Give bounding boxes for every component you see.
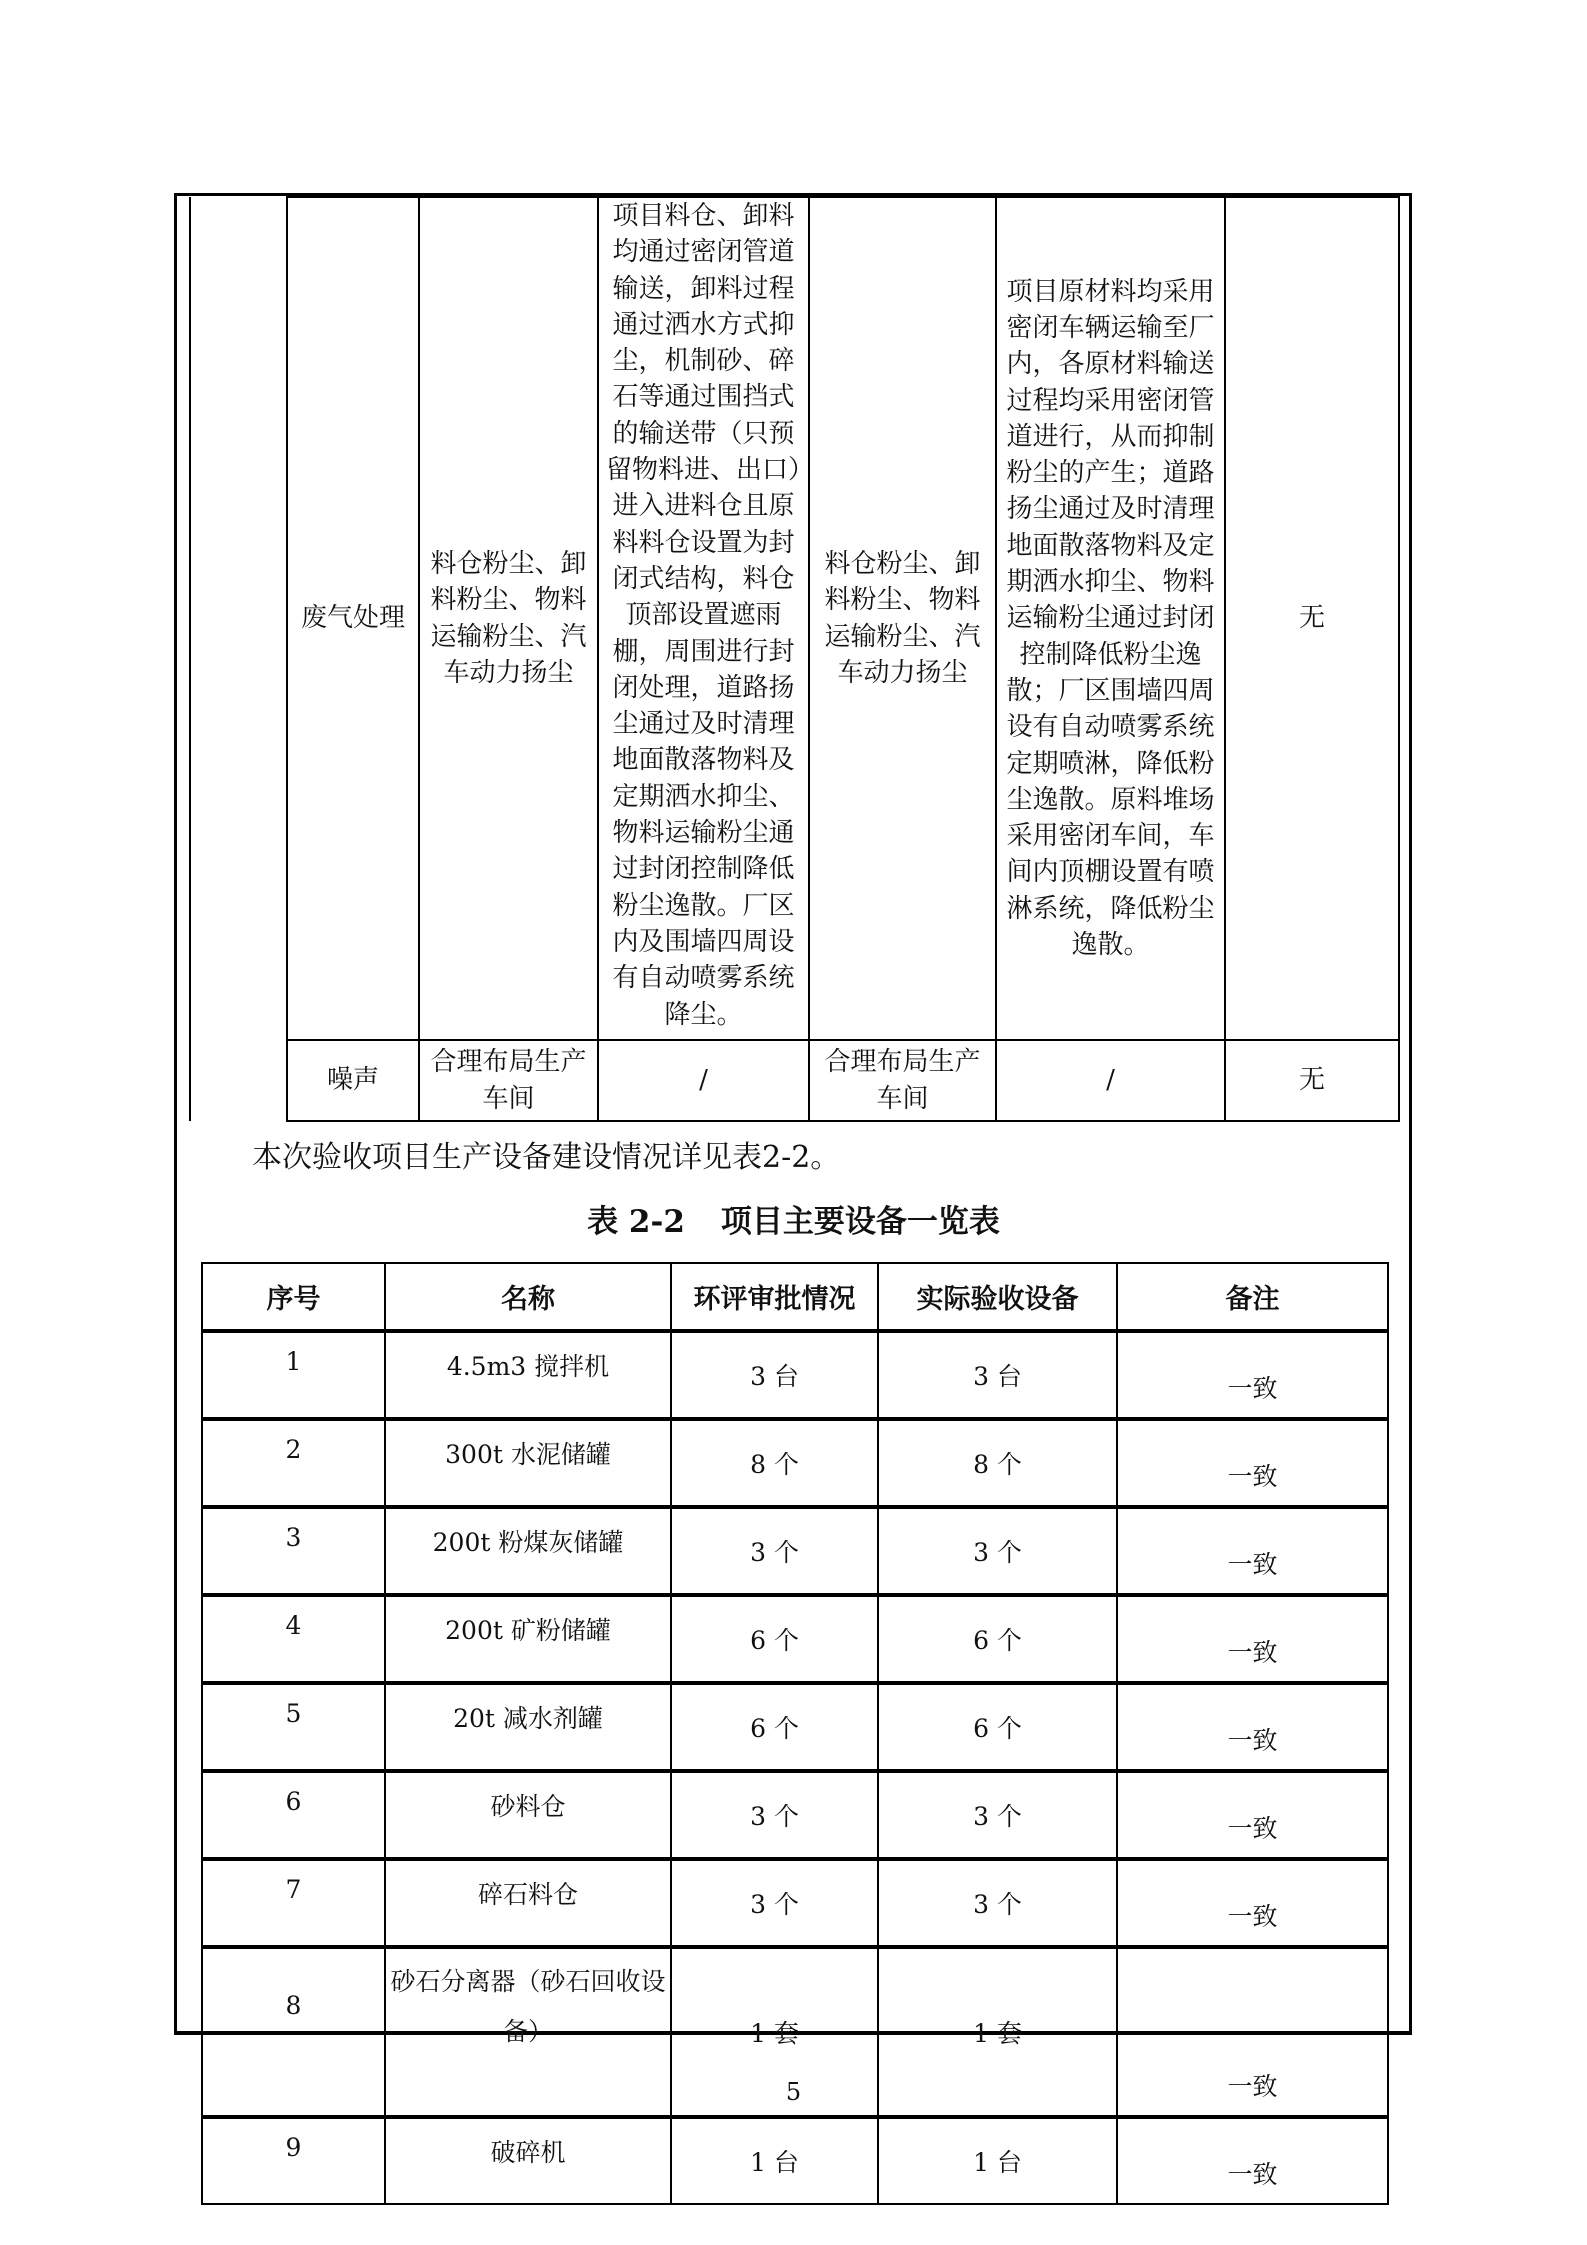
eia-quantity: 3 个 [671,1859,878,1947]
eia-quantity: 8 个 [671,1419,878,1507]
table-number: 表 2-2 [587,1204,685,1240]
equipment-name: 砂料仓 [385,1771,671,1859]
eia-quantity: 6 个 [671,1683,878,1771]
environmental-measures-table [189,196,1400,1122]
equipment-name: 破碎机 [385,2117,671,2204]
header-eia: 环评审批情况 [671,1263,878,1331]
eia-quantity: 3 个 [671,1771,878,1859]
equipment-name: 20t 减水剂罐 [385,1683,671,1771]
eia-control-measure: 项目料仓、卸料均通过密闭管道输送，卸料过程通过洒水方式抑尘，机制砂、碎石等通过围挡式的输送带（只预留物料进、出口）进入进料仓且原料料仓设置为封闭式结构，料仓顶部设置遮雨棚，周围进行封闭处理，道路扬尘通过及时清理地面散落物料及定期洒水抑尘、物料运输粉尘通过封闭控制降低粉尘逸散。厂区内及围墙四周设有自动喷雾系统降尘。 [598,197,809,1040]
seq: 3 [202,1507,385,1595]
equipment-name: 砂石分离器（砂石回收设备） [385,1947,671,2117]
table-row [202,1595,1388,1683]
eia-pollution-source: 合理布局生产车间 [419,1040,598,1121]
header-seq: 序号 [202,1263,385,1331]
change-status: 无 [1225,1040,1399,1121]
table-row [202,2117,1388,2204]
seq: 7 [202,1859,385,1947]
note: 一致 [1117,1859,1388,1947]
header-name: 名称 [385,1263,671,1331]
actual-quantity: 6 个 [878,1595,1117,1683]
note: 一致 [1117,1331,1388,1419]
actual-quantity: 6 个 [878,1683,1117,1771]
eia-quantity: 3 个 [671,1507,878,1595]
merged-category-cell [190,197,287,1121]
table-header-row [202,1263,1388,1331]
note: 一致 [1117,2117,1388,2204]
actual-control-measure: 项目原材料均采用密闭车辆运输至厂内，各原材料输送过程均采用密闭管道进行，从而抑制粉尘的产生；道路扬尘通过及时清理地面散落物料及定期洒水抑尘、物料运输粉尘通过封闭控制降低粉尘逸散；厂区围墙四周设有自动喷雾系统定期喷淋，降低粉尘逸散。原料堆场采用密闭车间，车间内顶棚设置有喷淋系统，降低粉尘逸散。 [996,197,1225,1040]
table-row [202,1683,1388,1771]
change-status: 无 [1225,197,1399,1040]
eia-control-measure: / [598,1040,809,1121]
note: 一致 [1117,1507,1388,1595]
pollution-category: 噪声 [287,1040,419,1121]
header-actual: 实际验收设备 [878,1263,1117,1331]
header-note: 备注 [1117,1263,1388,1331]
actual-quantity: 1 台 [878,2117,1117,2204]
table-row [202,1507,1388,1595]
actual-control-measure: / [996,1040,1225,1121]
seq: 8 [202,1947,385,2117]
actual-quantity: 8 个 [878,1419,1117,1507]
seq: 9 [202,2117,385,2204]
seq: 1 [202,1331,385,1419]
eia-quantity: 6 个 [671,1595,878,1683]
actual-pollution-source: 合理布局生产车间 [809,1040,996,1121]
note: 一致 [1117,1683,1388,1771]
equipment-name: 4.5m3 搅拌机 [385,1331,671,1419]
table-title [0,1204,1587,1240]
seq: 2 [202,1419,385,1507]
pollution-category: 废气处理 [287,197,419,1040]
table-caption: 项目主要设备一览表 [720,1204,1000,1240]
table-row [202,1331,1388,1419]
note: 一致 [1117,1419,1388,1507]
equipment-name: 300t 水泥储罐 [385,1419,671,1507]
seq: 6 [202,1771,385,1859]
seq: 4 [202,1595,385,1683]
actual-quantity: 3 个 [878,1771,1117,1859]
eia-pollution-source: 料仓粉尘、卸料粉尘、物料运输粉尘、汽车动力扬尘 [419,197,598,1040]
eia-quantity: 3 台 [671,1331,878,1419]
actual-quantity: 1 套 [878,1947,1117,2117]
table-row [202,1771,1388,1859]
equipment-table [201,1262,1389,2205]
seq: 5 [202,1683,385,1771]
actual-quantity: 3 个 [878,1507,1117,1595]
eia-quantity: 1 台 [671,2117,878,2204]
eia-quantity: 1 套 [671,1947,878,2117]
table-row-waste-gas [190,197,1399,1040]
table-row-noise [190,1040,1399,1121]
note: 一致 [1117,1771,1388,1859]
body-paragraph: 本次验收项目生产设备建设情况详见表2-2。 [252,1140,841,1175]
actual-pollution-source: 料仓粉尘、卸料粉尘、物料运输粉尘、汽车动力扬尘 [809,197,996,1040]
page-number: 5 [785,2078,802,2106]
equipment-name: 碎石料仓 [385,1859,671,1947]
table-row [202,1859,1388,1947]
table-row [202,1419,1388,1507]
equipment-name: 200t 粉煤灰储罐 [385,1507,671,1595]
equipment-name: 200t 矿粉储罐 [385,1595,671,1683]
actual-quantity: 3 台 [878,1331,1117,1419]
actual-quantity: 3 个 [878,1859,1117,1947]
note: 一致 [1117,1947,1388,2117]
note: 一致 [1117,1595,1388,1683]
